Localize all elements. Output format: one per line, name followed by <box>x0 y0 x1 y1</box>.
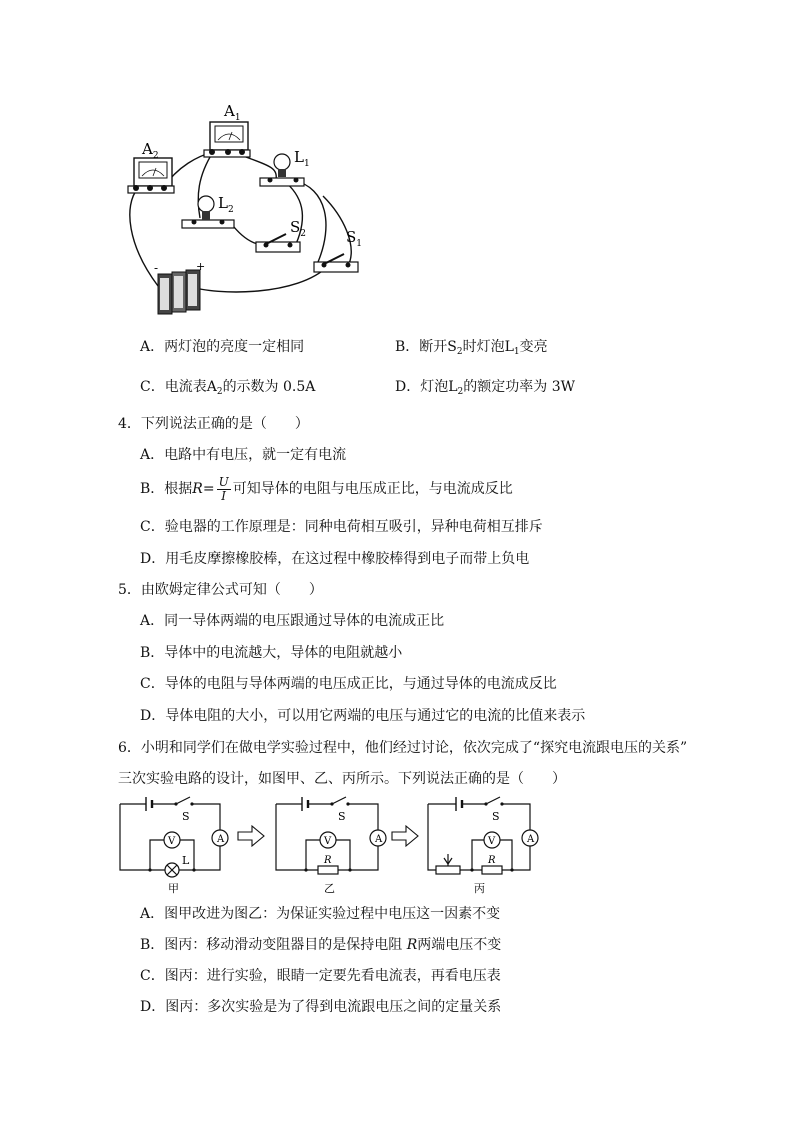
battery-plus: + <box>196 260 206 273</box>
bing-switch-label: S <box>492 810 500 823</box>
battery-minus: - <box>154 261 159 275</box>
q4-option-a: A．电路中有电压，就一定有电流 <box>140 447 347 463</box>
jia-voltmeter-label: V <box>168 836 176 847</box>
q4-option-d: D．用毛皮摩擦橡胶棒，在这过程中橡胶棒得到电子而带上负电 <box>140 551 530 567</box>
label-s1: $S_1$ <box>346 228 363 249</box>
caption-jia: 甲 <box>168 882 179 895</box>
q5-option-a: A．同一导体两端的电压跟通过导体的电流成正比 <box>140 613 445 629</box>
ammeter-a2 <box>128 158 174 193</box>
q3-option-c: C．电流表$A_2$的示数为 0.5A <box>140 379 316 397</box>
q6-stem-line2: 三次实验电路的设计，如图甲、乙、丙所示。下列说法正确的是（ ） <box>118 771 566 787</box>
jia-switch-label: S <box>182 810 190 823</box>
battery-pack <box>158 270 200 314</box>
switch-s2 <box>256 234 300 252</box>
jia-ammeter-label: A <box>217 834 225 845</box>
arrow-right-icon <box>392 826 418 846</box>
label-l1: $L_1$ <box>294 148 310 169</box>
caption-yi: 乙 <box>324 882 335 895</box>
q5-option-d: D．导体电阻的大小，可以用它两端的电压与通过它的电流的比值来表示 <box>140 708 586 724</box>
label-a1: $A_1$ <box>224 102 241 123</box>
q6-stem-line1: 6．小明和同学们在做电学实验过程中，他们经过讨论，依次完成了“探究电流跟电压的关系” <box>118 740 688 756</box>
label-l2: $L_2$ <box>218 194 234 215</box>
q6-option-b: B．图丙：移动滑动变阻器目的是保持电阻 R两端电压不变 <box>140 937 502 953</box>
q4-option-b: B．根据R= $\frac{U}{I}$ 可知导体的电阻与电压成正比，与电流成反比 <box>140 474 513 503</box>
q3-option-b: B．断开$S_2$时灯泡$L_1$变亮 <box>395 339 548 357</box>
q5-option-b: B．导体中的电流越大，导体的电阻就越小 <box>140 645 403 661</box>
q4-stem: 4．下列说法正确的是（ ） <box>118 416 309 432</box>
q6-option-c: C．图丙：进行实验，眼睛一定要先看电流表，再看电压表 <box>140 968 501 984</box>
bing-voltmeter-label: V <box>488 836 496 847</box>
q6-option-d: D．图丙：多次实验是为了得到电流跟电压之间的定量关系 <box>140 999 502 1015</box>
circuit-diagrams-q6 <box>116 792 546 898</box>
ohm-fraction: $\frac{U}{I}$ <box>218 474 229 503</box>
q5-stem: 5．由欧姆定律公式可知（ ） <box>118 582 323 598</box>
jia-lamp-label: L <box>182 854 190 867</box>
bing-resistor-label: R <box>488 855 496 866</box>
yi-ammeter-label: A <box>375 834 383 845</box>
yi-switch-label: S <box>338 810 346 823</box>
ammeter-a1 <box>204 122 250 157</box>
q3-option-d: D．灯泡$L_2$的额定功率为 3W <box>395 379 576 397</box>
label-a2: $A_2$ <box>142 140 159 161</box>
circuit-figure-1 <box>118 96 378 318</box>
yi-voltmeter-label: V <box>324 836 332 847</box>
arrow-right-icon <box>238 826 264 846</box>
q6-option-a: A．图甲改进为图乙：为保证实验过程中电压这一因素不变 <box>140 906 501 922</box>
bing-ammeter-label: A <box>527 834 535 845</box>
q3-option-a: A．两灯泡的亮度一定相同 <box>140 339 305 355</box>
caption-bing: 丙 <box>474 882 485 895</box>
q4-option-c: C．验电器的工作原理是：同种电荷相互吸引，异种电荷相互排斥 <box>140 519 543 535</box>
yi-resistor-label: R <box>324 855 332 866</box>
label-s2: $S_2$ <box>290 218 307 239</box>
q5-option-c: C．导体的电阻与导体两端的电压成正比，与通过导体的电流成反比 <box>140 676 557 692</box>
